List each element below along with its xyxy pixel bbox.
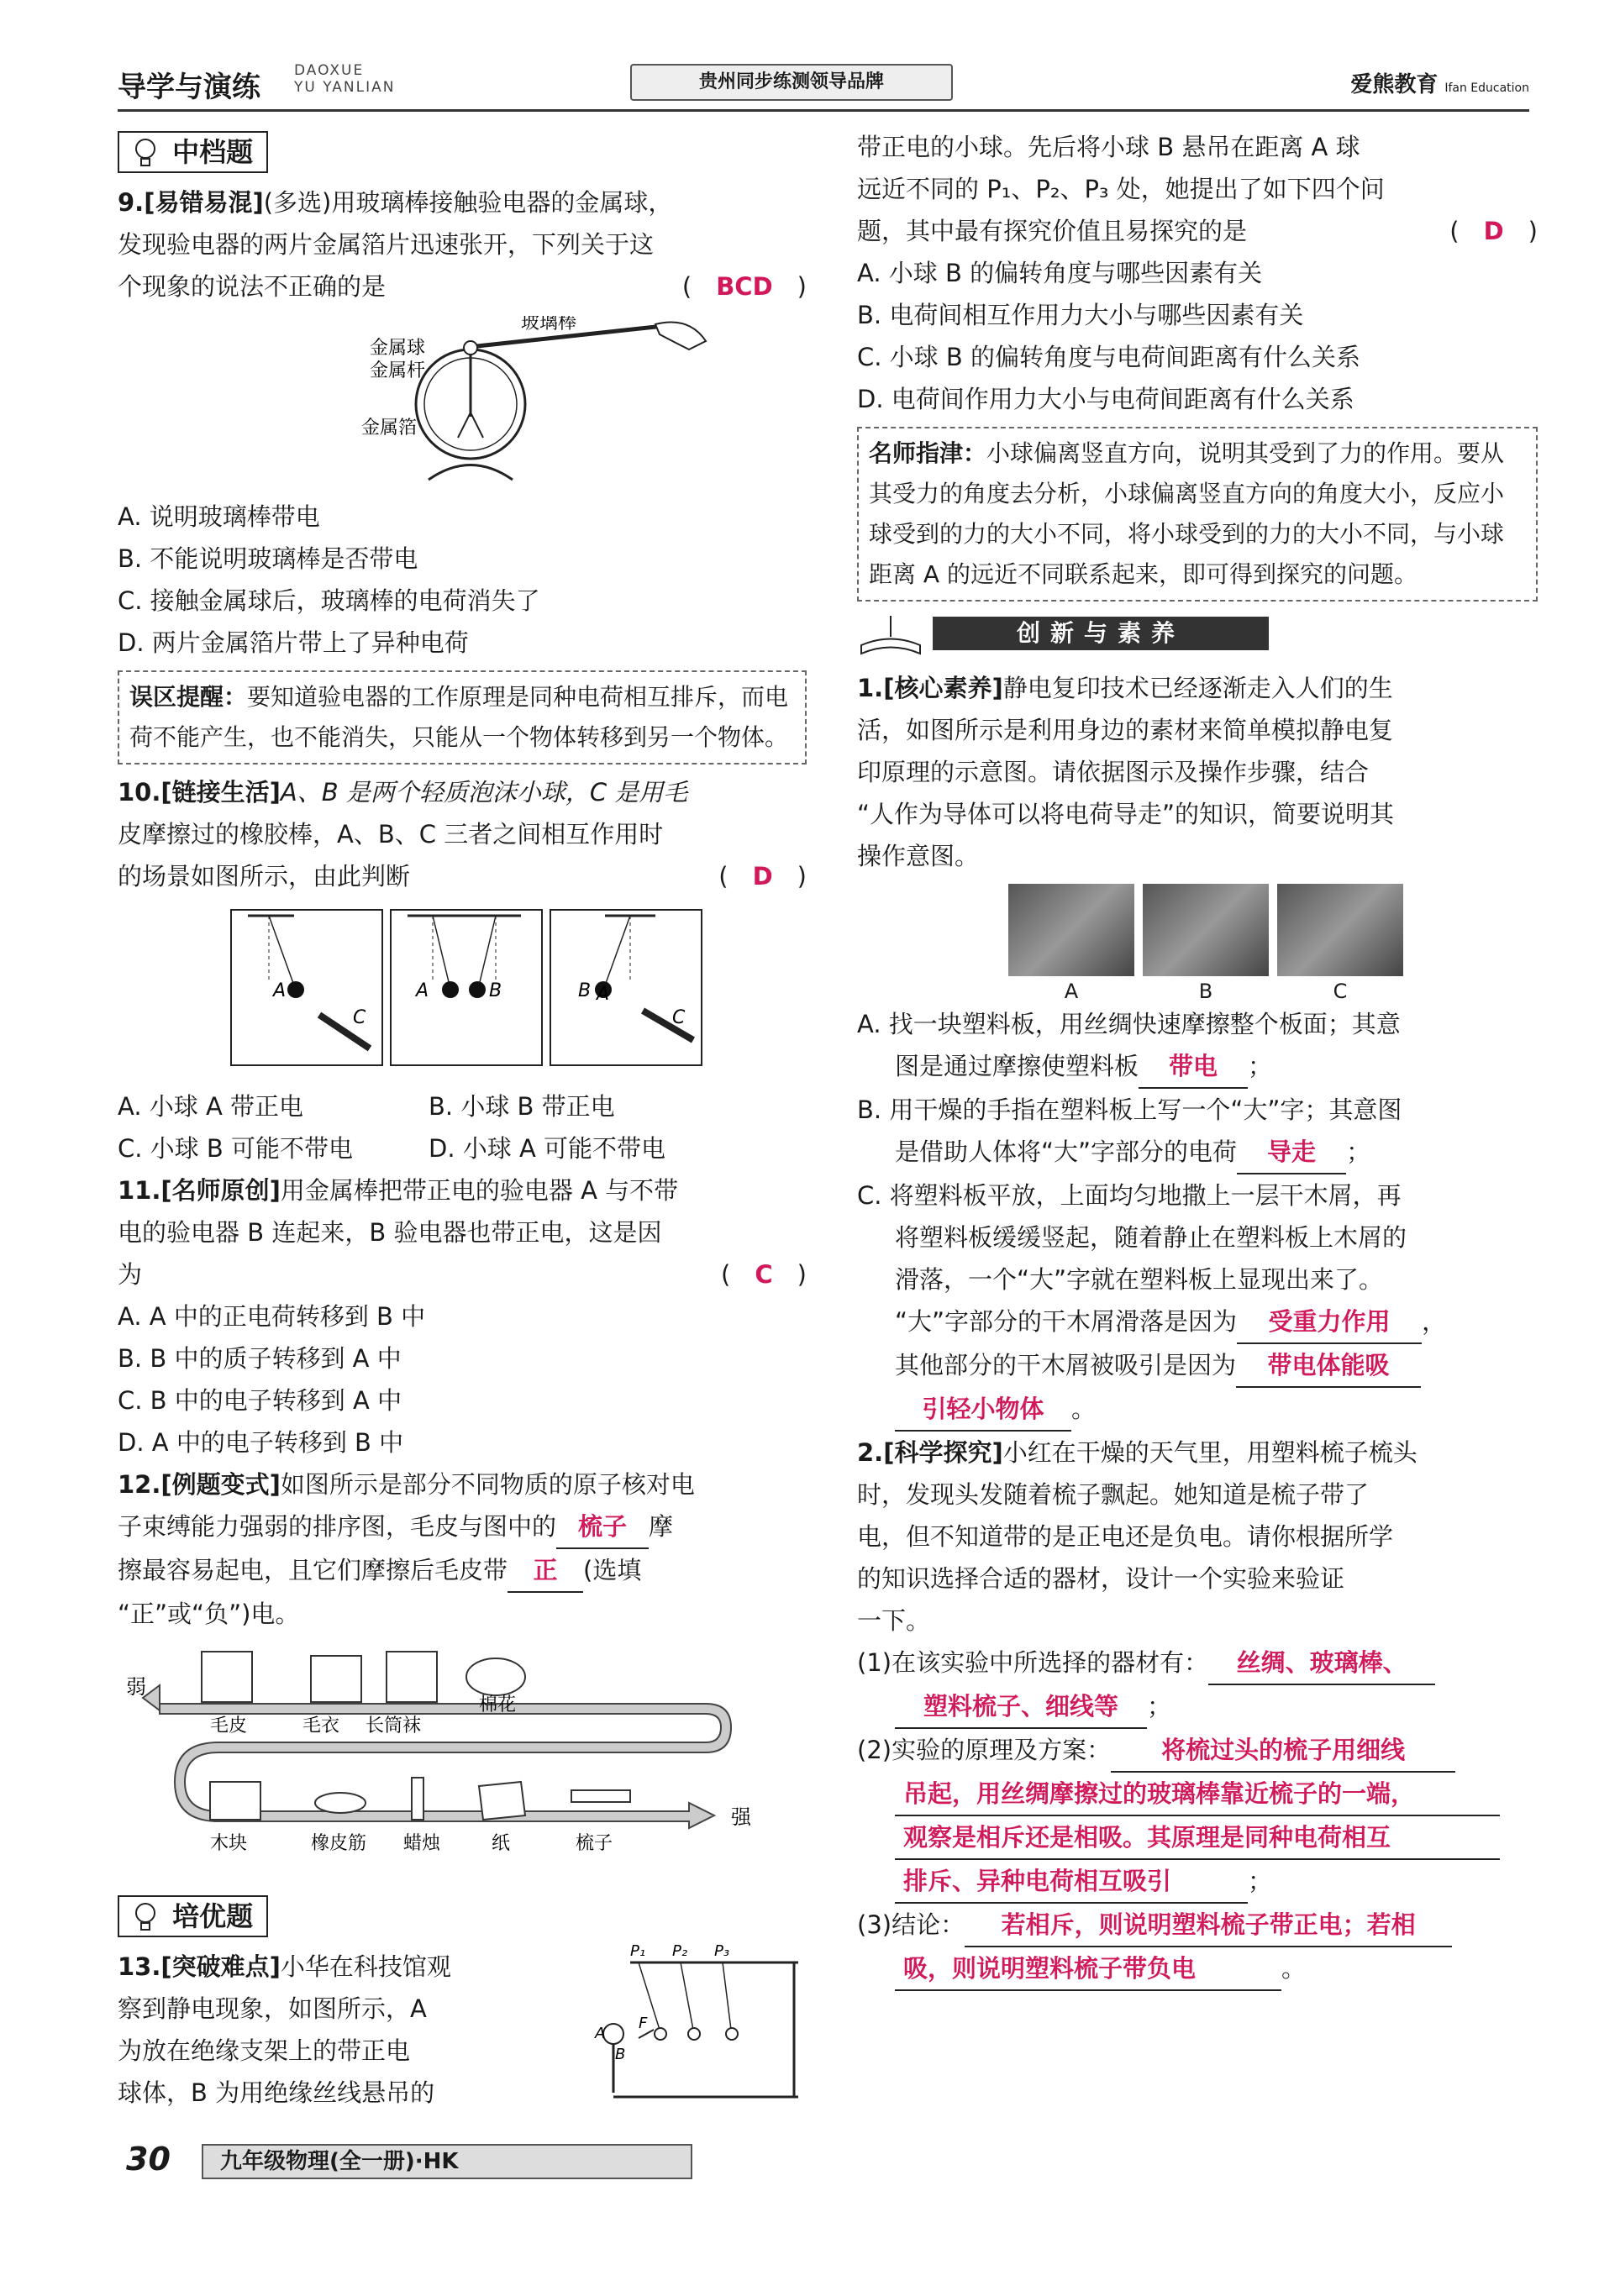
question-text: 电，但不知道带的是正电还是负电。请你根据所学 <box>857 1522 1394 1551</box>
question-text: 为 <box>118 1260 143 1289</box>
left-column <box>118 126 807 2114</box>
photo-label: C <box>1333 980 1348 1003</box>
fig-label: 金属箔 <box>361 418 418 439</box>
option: D. 两片金属箔片带上了异种电荷 <box>118 628 469 657</box>
answer: C <box>755 1260 773 1289</box>
question-text: 活，如图所示是利用身边的素材来简单模拟静电复 <box>857 716 1394 744</box>
fig-label: F <box>639 2015 648 2032</box>
fig-label: C <box>353 1007 366 1028</box>
fill-blank: 引轻小物体 <box>895 1388 1071 1432</box>
section-label: 培优题 <box>172 1900 254 1932</box>
question-text: 电的验电器 B 连起来，B 验电器也带正电，这是因 <box>118 1218 662 1247</box>
fill-blank: 排斥、异种电荷相互吸引 <box>895 1860 1248 1904</box>
lightbulb-icon <box>133 1901 158 1935</box>
pendulum-figure <box>588 1937 807 2105</box>
question-number: 9. <box>118 188 145 217</box>
question-text: 时，发现头发随着梳子飘起。她知道是梳子带了 <box>857 1480 1370 1509</box>
answer-paren: ( D ) <box>1449 217 1538 245</box>
question-number: 10. <box>118 778 161 806</box>
section-title-innovation <box>857 612 1538 657</box>
section-label: 创新与素养 <box>933 617 1269 650</box>
photo-label: B <box>1198 980 1213 1003</box>
question-number: 1. <box>857 674 884 702</box>
fill-blank: 将梳过头的梳子用细线 <box>1111 1729 1455 1773</box>
item-label: 纸 <box>492 1833 511 1854</box>
question-text: (选填 <box>583 1556 642 1584</box>
fig-label: P₂ <box>672 1942 688 1960</box>
question-text: 操作意图。 <box>857 842 980 870</box>
fig-label: B <box>615 2046 626 2063</box>
question-text: A、B 是两个轻质泡沫小球，C 是用毛 <box>280 778 688 806</box>
step-text: ； <box>1248 1052 1273 1080</box>
section-label: 中档题 <box>172 136 254 168</box>
page-number: 30 <box>126 2141 171 2178</box>
punct: ； <box>1248 1867 1273 1895</box>
question-tag: [核心素养] <box>883 674 1003 702</box>
weak-label: 弱 <box>126 1675 146 1699</box>
fig-label: A <box>597 984 610 1005</box>
tip-box <box>857 427 1538 602</box>
section-title-medium <box>118 131 268 173</box>
logo-text: 爱熊教育 <box>1350 72 1439 97</box>
question-text: 静电复印技术已经逐渐走入人们的生 <box>1002 674 1393 702</box>
answer: D <box>1483 217 1504 245</box>
fill-blank: 导走 <box>1237 1131 1346 1174</box>
question-text: 擦最容易起电，且它们摩擦后毛皮带 <box>118 1556 508 1584</box>
book-icon <box>857 612 924 657</box>
question-text: 发现验电器的两片金属箔片迅速张开，下列关于这 <box>118 230 655 259</box>
step-text: “大”字部分的干木屑滑落是因为 <box>895 1307 1238 1336</box>
question-number: 11. <box>118 1176 161 1205</box>
question-text: “正”或“负”)电。 <box>118 1600 300 1628</box>
question-text: (多选)用玻璃棒接触验电器的金属球， <box>263 188 673 217</box>
fill-blank: 观察是相斥还是相吸。其原理是同种电荷相互 <box>895 1816 1500 1860</box>
option: D. A 中的电子转移到 B 中 <box>118 1428 404 1457</box>
answer-paren: ( C ) <box>721 1260 807 1289</box>
problem-2 <box>857 1432 1538 1991</box>
answer-paren: ( D ) <box>718 862 807 891</box>
sub-question: (3)结论： <box>857 1910 965 1939</box>
question-text: 子束缚能力强弱的排序图，毛皮与图中的 <box>118 1512 557 1541</box>
option: D. 小球 A 可能不带电 <box>429 1134 666 1163</box>
question-tag: [例题变式] <box>160 1470 281 1499</box>
question-tag: [易错易混] <box>144 188 264 217</box>
question-13-continued <box>857 126 1538 602</box>
tip-title: 误区提醒： <box>129 683 248 711</box>
fill-blank: 受重力作用 <box>1237 1300 1422 1344</box>
question-text: 的知识选择合适的器材，设计一个实验来验证 <box>857 1564 1345 1593</box>
fill-blank: 塑料梳子、细线等 <box>895 1685 1147 1729</box>
question-text: 小华在科技馆观 <box>280 1952 451 1981</box>
item-label: 橡皮筋 <box>311 1833 367 1854</box>
page-header <box>118 59 1529 112</box>
item-label: 木块 <box>210 1833 248 1854</box>
answer: BCD <box>716 272 773 301</box>
triboelectric-series-figure <box>118 1643 807 1878</box>
sub-question: (1)在该实验中所选择的器材有： <box>857 1648 1209 1677</box>
brand-subtitle <box>294 62 395 96</box>
step-text: B. 用干燥的手指在塑料板上写一个“大”字；其意图 <box>857 1095 1402 1124</box>
fill-blank: 正 <box>508 1549 583 1593</box>
option: A. 小球 A 带正电 <box>118 1092 304 1121</box>
step-text: 其他部分的干木屑被吸引是因为 <box>895 1351 1237 1379</box>
answer: D <box>752 862 773 891</box>
option: B. 电荷间相互作用力大小与哪些因素有关 <box>857 301 1304 329</box>
electroscope-figure <box>118 316 807 484</box>
question-tag: [名师原创] <box>160 1176 281 1205</box>
question-text: 小红在干燥的天气里，用塑料梳子梳头 <box>1002 1438 1418 1467</box>
item-label: 棉花 <box>479 1694 517 1715</box>
question-text: “人作为导体可以将电荷导走”的知识，简要说明其 <box>857 800 1395 828</box>
header-banner: 贵州同步练测领导品牌 <box>630 64 953 101</box>
fill-blank: 带电 <box>1139 1045 1248 1089</box>
fill-blank: 吊起，用丝绸摩擦过的玻璃棒靠近梳子的一端， <box>895 1773 1500 1816</box>
step-text: 是借助人体将“大”字部分的电荷 <box>895 1137 1238 1166</box>
question-tag: [链接生活] <box>160 778 281 806</box>
fig-label: C <box>672 1007 686 1028</box>
question-text: 一下。 <box>857 1606 931 1635</box>
fig-label: B <box>578 980 592 1001</box>
option: D. 电荷间作用力大小与电荷间距离有什么关系 <box>857 385 1354 413</box>
fig-label: P₁ <box>630 1942 646 1960</box>
question-10 <box>118 771 807 1169</box>
step-text: A. 找一块塑料板，用丝绸快速摩擦整个板面；其意 <box>857 1010 1401 1038</box>
option: B. B 中的质子转移到 A 中 <box>118 1344 402 1373</box>
item-label: 毛衣 <box>302 1715 340 1736</box>
question-text: 如图所示是部分不同物质的原子核对电 <box>280 1470 695 1499</box>
step-text: 。 <box>1071 1395 1097 1423</box>
section-title-advanced <box>118 1895 268 1937</box>
photo-b <box>1143 884 1269 976</box>
tip-box <box>118 670 807 764</box>
option: B. 小球 B 带正电 <box>429 1092 615 1121</box>
question-9 <box>118 181 807 764</box>
logo-en: Ifan Education <box>1444 81 1529 95</box>
step-text: 图是通过摩擦使塑料板 <box>895 1052 1139 1080</box>
question-number: 2. <box>857 1438 884 1467</box>
publisher-logo <box>1350 67 1529 98</box>
lightbulb-icon <box>133 137 158 171</box>
answer-paren: ( BCD ) <box>681 272 807 301</box>
book-title: 九年级物理(全一册)·HK <box>202 2144 692 2179</box>
step-text: ， <box>1422 1307 1447 1336</box>
fig-label: 玻璃棒 <box>521 316 577 334</box>
option: C. 接触金属球后，玻璃棒的电荷消失了 <box>118 586 540 615</box>
question-tag: [科学探究] <box>883 1438 1003 1467</box>
fill-blank: 梳子 <box>556 1505 649 1549</box>
brand-en-line1: DAOXUE <box>294 62 365 79</box>
question-number: 13. <box>118 1952 161 1981</box>
question-text: 带正电的小球。先后将小球 B 悬吊在距离 A 球 <box>857 133 1360 161</box>
question-13 <box>118 1942 807 2114</box>
question-11 <box>118 1169 807 1463</box>
question-text: 远近不同的 P₁、P₂、P₃ 处，她提出了如下四个问 <box>857 175 1385 203</box>
option: A. 小球 B 的偏转角度与哪些因素有关 <box>857 259 1263 287</box>
fill-blank: 若相斥，则说明塑料梳子带正电；若相 <box>965 1904 1452 1947</box>
item-label: 蜡烛 <box>403 1833 441 1854</box>
fill-blank: 吸，则说明塑料梳子带负电 <box>895 1947 1281 1991</box>
question-text: 皮摩擦过的橡胶棒，A、B、C 三者之间相互作用时 <box>118 820 664 849</box>
tip-text: 要知道验电器的工作原理是同种电荷相互排斥，而电荷不能产生，也不能消失，只能从一个物体转移到另一个物体。 <box>129 683 789 751</box>
question-text: 的场景如图所示，由此判断 <box>118 862 411 891</box>
question-tag: [突破难点] <box>160 1952 281 1981</box>
option: C. B 中的电子转移到 A 中 <box>118 1386 402 1415</box>
photo-labels <box>857 980 1538 1003</box>
step-text: 将塑料板缓缓竖起，随着静止在塑料板上木屑的 <box>895 1223 1407 1252</box>
question-text: 印原理的示意图。请依据图示及操作步骤，结合 <box>857 758 1370 786</box>
question-text: 察到静电现象，如图所示，A <box>118 1994 427 2023</box>
fig-label: B <box>489 980 502 1001</box>
page-footer <box>126 2141 714 2183</box>
item-label: 长筒袜 <box>366 1715 422 1736</box>
photo-label: A <box>1064 980 1079 1003</box>
brand-title: 导学与演练 <box>118 71 260 104</box>
punct: ； <box>1147 1692 1172 1721</box>
option: B. 不能说明玻璃棒是否带电 <box>118 544 418 573</box>
item-label: 毛皮 <box>210 1715 248 1736</box>
brand-en-line2: YU YANLIAN <box>294 79 396 96</box>
photo-a <box>1008 884 1134 976</box>
question-text: 个现象的说法不正确的是 <box>118 272 387 301</box>
option: C. 小球 B 可能不带电 <box>118 1134 354 1163</box>
fig-label: A <box>595 2025 606 2042</box>
question-text: 用金属棒把带正电的验电器 A 与不带 <box>280 1176 679 1205</box>
sub-question: (2)实验的原理及方案： <box>857 1736 1112 1764</box>
question-12 <box>118 1463 807 1890</box>
fig-label: 金属球 <box>370 338 426 359</box>
option: C. 小球 B 的偏转角度与电荷间距离有什么关系 <box>857 343 1361 371</box>
fig-label: A <box>416 980 429 1001</box>
step-text: C. 将塑料板平放，上面均匀地撒上一层干木屑，再 <box>857 1181 1402 1210</box>
option: A. A 中的正电荷转移到 B 中 <box>118 1302 426 1331</box>
question-number: 12. <box>118 1470 161 1499</box>
step-text: 滑落，一个“大”字就在塑料板上显现出来了。 <box>895 1265 1384 1294</box>
option: A. 说明玻璃棒带电 <box>118 502 320 531</box>
fig-label: 金属杆 <box>370 360 426 381</box>
problem-1 <box>857 667 1538 1432</box>
fill-blank: 带电体能吸 <box>1236 1344 1421 1388</box>
question-text: 球体，B 为用绝缘丝线悬吊的 <box>118 2078 435 2107</box>
tip-text: 小球偏离竖直方向，说明其受到了力的作用。要从其受力的角度去分析，小球偏离竖直方向的角度大小，反应小球受到的力的大小不同，将小球受到的力的大小不同，与小球距离 A 的远近不同联系起来，即可得到探究的问题。 <box>869 439 1505 588</box>
balls-figure <box>118 906 807 1074</box>
item-label: 梳子 <box>576 1833 613 1854</box>
tip-title: 名师指津： <box>869 439 987 467</box>
step-text: ； <box>1346 1137 1371 1166</box>
punct: 。 <box>1281 1954 1307 1983</box>
photo-row <box>857 884 1538 980</box>
strong-label: 强 <box>731 1805 751 1829</box>
question-text: 题，其中最有探究价值且易探究的是 <box>857 217 1248 245</box>
photo-c <box>1277 884 1403 976</box>
fill-blank: 丝绸、玻璃棒、 <box>1208 1642 1435 1685</box>
question-text: 摩 <box>649 1512 674 1541</box>
right-column <box>857 126 1538 1991</box>
fig-label: A <box>273 980 287 1001</box>
fig-label: P₃ <box>714 1942 730 1960</box>
question-text: 为放在绝缘支架上的带正电 <box>118 2036 411 2065</box>
